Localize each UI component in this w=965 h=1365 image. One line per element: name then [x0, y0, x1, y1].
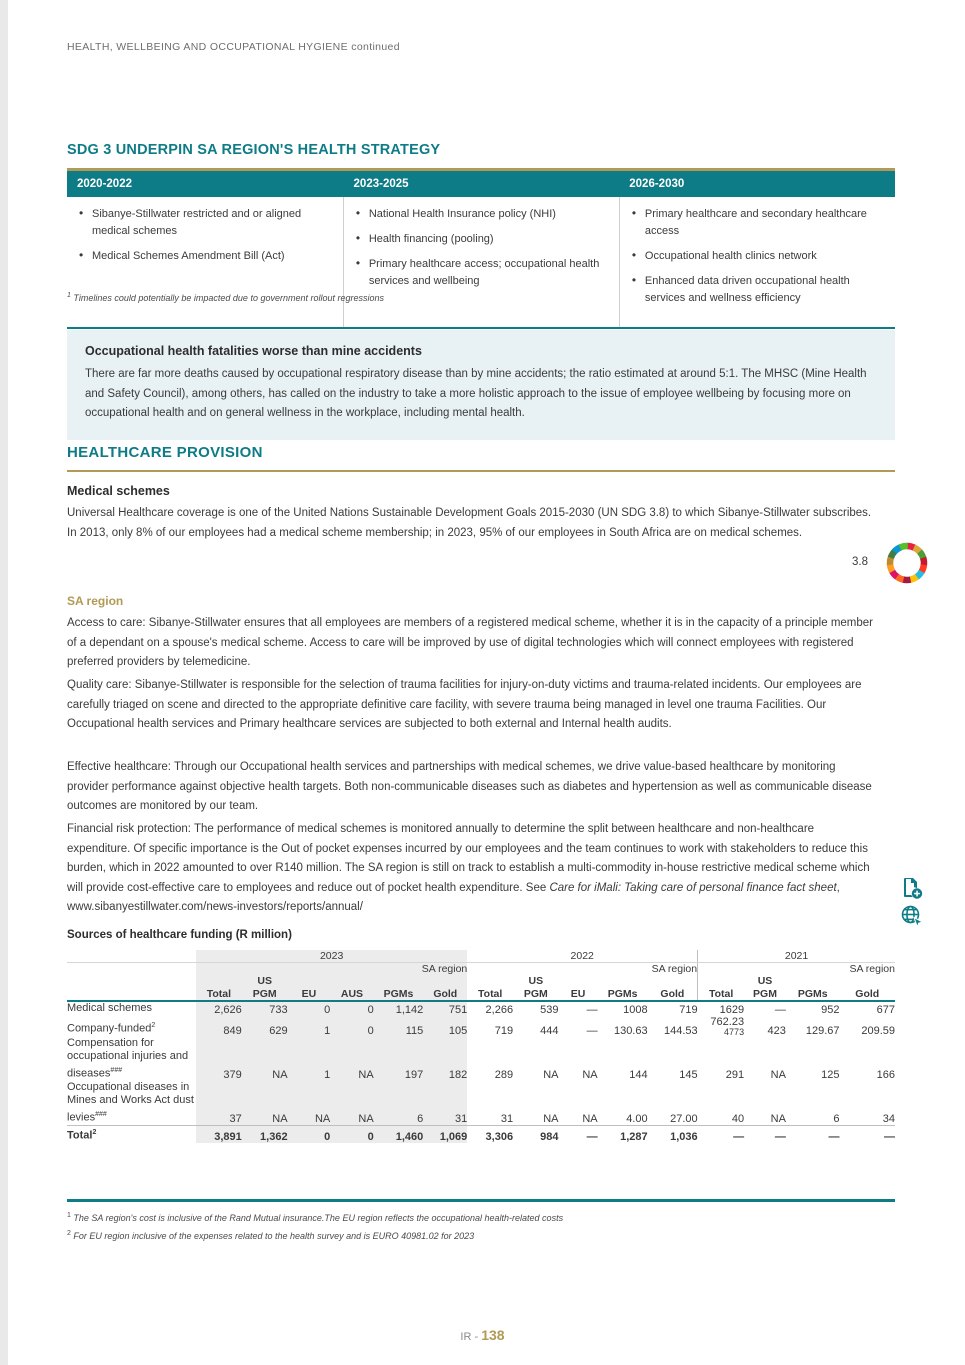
running-header: HEALTH, WELLBEING AND OCCUPATIONAL HYGIENE continued [67, 41, 400, 53]
col-2023-aus: AUS [330, 975, 373, 1001]
year-group-2023: 2023 [196, 950, 467, 963]
col-2022-gold: Gold [648, 975, 698, 1001]
cell: 719 [494, 1024, 514, 1037]
cell: NA [242, 1081, 288, 1126]
list-item: • Primary healthcare access; occupational health services and wellbeing [354, 256, 605, 290]
list-item: • Medical Schemes Amendment Bill (Act) [77, 248, 329, 265]
strategy-period-3: 2026-2030 [629, 178, 685, 190]
strategy-table-body [67, 197, 895, 329]
cell: 27.00 [648, 1081, 698, 1126]
strategy-col-2 [343, 197, 619, 327]
subsection-heading: Medical schemes [67, 484, 170, 498]
row-label [67, 1125, 196, 1143]
cell: 0 [330, 1001, 373, 1016]
cell: NA [770, 1068, 786, 1081]
sdg-badge-number: 3.8 [852, 556, 868, 568]
col-2023-pgms: PGMs [374, 975, 424, 1001]
year-row-spacer [67, 950, 196, 963]
financial-text-emphasis: Care for iMali: Taking care of personal finance fact sheet [549, 881, 837, 894]
cell: 1,036 [648, 1125, 698, 1143]
cell: 2,626 [196, 1001, 242, 1016]
strategy-period-2: 2023-2025 [353, 178, 409, 190]
cell: 1629 [719, 1003, 745, 1016]
list-item: • National Health Insurance policy (NHI) [354, 206, 605, 223]
col-2023-total: Total [196, 975, 242, 1001]
cell: 0 [330, 1016, 373, 1037]
cell: 197 [374, 1037, 424, 1081]
callout-box [67, 330, 895, 440]
col-2022-pgms: PGMs [598, 975, 648, 1001]
cell: 719 [679, 1003, 698, 1016]
cell: 849 [196, 1016, 242, 1037]
cell: 3,306 [467, 1125, 513, 1143]
strategy-table-header [67, 171, 895, 197]
cell: 0 [288, 1001, 331, 1016]
row-label-sup: 2 [92, 1128, 97, 1136]
cell: NA [330, 1037, 373, 1081]
cell: 1,362 [242, 1125, 288, 1143]
col-2021-us-pgm: US PGM [744, 975, 786, 1001]
cell: 6 [786, 1081, 840, 1126]
cell: — [698, 1125, 744, 1143]
col-2023-gold: Gold [423, 975, 467, 1001]
footer-prefix: IR - [460, 1331, 482, 1343]
section-heading: HEALTHCARE PROVISION [67, 444, 263, 461]
table-row [67, 1081, 895, 1126]
footnote-marker: 1 [67, 1212, 71, 1219]
section-rule [67, 470, 895, 472]
paragraph-access-to-care: Access to care: Sibanye-Stillwater ensures that all employees are members of a registered medical scheme, whether it is in the capacity of a principle member of a dependant on a spouse's medical scheme. Access to care will be improved by use of digital technologies which will connect employees with registered preferred providers by telemedicine. [67, 617, 873, 668]
cell: 4.00 [598, 1081, 648, 1126]
footnote-text: Timelines could potentially be impacted due to government rollout regressions [73, 293, 385, 303]
cell: NA [543, 1068, 559, 1081]
page-footer [0, 1327, 965, 1343]
intro-paragraph: Universal Healthcare coverage is one of the United Nations Sustainable Development Goals 2015-2030 (UN SDG 3.8) to which Sibanye-Stillwater subscribes. In 2013, only 8% of our employees had a medical scheme membership; in 2023, 95% of our employees in South Africa are on medical schemes. [67, 507, 872, 539]
financial-text-a: Financial risk protection: The performance of medical schemes is monitored annually to determine the split between healthcare and non-healthcare expenditure. Of specific importance is the Out of pocket expenses incurred by our employees and the team continues to work with stakeholders to reduce this burden, which in 2022 amounted to over R140 million. The SA region is still on track to establish a multi-commodity in-house restrictive medical scheme which will provide cost-effective care to employees and reduce out of pocket health expenditure. See [67, 823, 870, 894]
sa-region-2023: SA region [196, 963, 467, 976]
cell: 984 [513, 1125, 558, 1143]
strategy-footnote [67, 292, 384, 303]
cell: — [558, 1125, 597, 1143]
cell: 209.59 [861, 1024, 895, 1037]
cell: 1,460 [374, 1125, 424, 1143]
col-2022-eu: EU [558, 975, 597, 1001]
col-2022-us-pgm: US PGM [513, 975, 558, 1001]
cell: — [586, 1024, 598, 1037]
col-2021-pgms: PGMs [786, 975, 840, 1001]
year-group-2021: 2021 [698, 950, 895, 963]
row-label-sup: ### [110, 1066, 123, 1074]
footnote-text: The SA region's cost is inclusive of the Rand Mutual insurance.The EU region reflects the occupational health-related costs [73, 1213, 564, 1223]
cell: 34 [840, 1081, 896, 1126]
cell: — [586, 1003, 598, 1016]
cell: 1 [288, 1016, 331, 1037]
row-label-sup: 2 [151, 1022, 156, 1030]
row-label-text: Company-funded [67, 1023, 152, 1035]
cell: 1,287 [598, 1125, 648, 1143]
cell: NA [288, 1081, 331, 1126]
paragraph-quality-care: Quality care: Sibanye-Stillwater is responsible for the selection of trauma facilities for injury-on-duty victims and trauma-related incidents. Our employees are carefully triaged on scene and directed to the appropriate definitive care facility, with severe trauma being managed in level one trauma Facilities. Our Occupational health services and Primary healthcare services are subjected to both external and Internal health audits. [67, 679, 862, 730]
cell: 144 [629, 1068, 648, 1081]
cell: 629 [242, 1016, 288, 1037]
cell: NA [582, 1068, 598, 1081]
table-footnotes [67, 1208, 563, 1244]
cell: 1,142 [374, 1001, 424, 1016]
table-total-row [67, 1125, 895, 1143]
sa-region-2022: SA region [651, 963, 698, 975]
cell: 105 [423, 1016, 467, 1037]
cell: 1008 [623, 1003, 648, 1016]
table-column-header-row [67, 975, 895, 1001]
cell: NA [744, 1081, 786, 1126]
row-label [67, 1037, 196, 1081]
row-label: Medical schemes [67, 1002, 152, 1014]
callout-title: Occupational health fatalities worse than mine accidents [85, 344, 422, 358]
strategy-col-3 [619, 197, 895, 327]
col-2021-gold: Gold [840, 975, 896, 1001]
table-row [67, 1016, 895, 1037]
row-label [67, 1016, 196, 1037]
healthcare-funding-table [67, 950, 895, 1143]
cell: 677 [876, 1003, 895, 1016]
sa-row-spacer [67, 963, 196, 976]
cell: 40 [698, 1081, 744, 1126]
cell-stacked [698, 1016, 744, 1037]
list-item: • Primary healthcare and secondary healthcare access [630, 206, 881, 240]
table-sa-region-row [67, 963, 895, 976]
cell: 3,891 [196, 1125, 242, 1143]
strategy-heading: SDG 3 UNDERPIN SA REGION'S HEALTH STRATEGY [67, 142, 441, 158]
financial-text-b: , www.sibanyestillwater.com/news-investors/reports/annual/ [67, 881, 840, 913]
cell: 379 [196, 1037, 242, 1081]
cell: — [774, 1003, 786, 1016]
cell: NA [242, 1037, 288, 1081]
cell: 6 [374, 1081, 424, 1126]
year-group-2022: 2022 [467, 950, 697, 963]
col-2023-eu: EU [288, 975, 331, 1001]
cell: 2,266 [485, 1003, 514, 1016]
sdg-wheel-icon [884, 540, 930, 586]
list-item: • Sibanye-Stillwater restricted and or aligned medical schemes [77, 206, 329, 240]
cell-primary: 762.23 [710, 1015, 745, 1028]
sa-region-label: SA region [67, 594, 124, 608]
cell: 1,069 [423, 1125, 467, 1143]
cell: 289 [494, 1068, 514, 1081]
cell: 129.67 [805, 1024, 840, 1037]
table-footnote-2 [67, 1226, 563, 1244]
cell: 423 [767, 1024, 786, 1037]
cell-secondary: 4773 [724, 1026, 745, 1037]
sa-region-2021: SA region [698, 963, 895, 976]
row-label [67, 1081, 196, 1126]
table-row [67, 1001, 895, 1016]
strategy-col-1 [67, 197, 343, 327]
row-label-sup: ### [95, 1110, 107, 1118]
cell: — [744, 1125, 786, 1143]
row-label-text: Compensation for occupational injuries and diseases [67, 1036, 189, 1080]
cell: 31 [467, 1081, 513, 1126]
cell: 0 [330, 1125, 373, 1143]
cell: 0 [288, 1125, 331, 1143]
cell: 751 [423, 1001, 467, 1016]
side-icon-group [900, 876, 934, 932]
strategy-table [67, 168, 895, 329]
col-2023-us-pgm: US PGM [242, 975, 288, 1001]
cell: 166 [876, 1068, 895, 1081]
page-number: 138 [481, 1327, 505, 1343]
list-item: • Occupational health clinics network [630, 248, 881, 265]
strategy-period-1: 2020-2022 [77, 178, 132, 190]
cell: — [840, 1125, 896, 1143]
cell: NA [513, 1081, 558, 1126]
table-year-group-row [67, 950, 895, 963]
footnote-marker: 1 [67, 292, 71, 299]
table-footnote-1 [67, 1208, 563, 1226]
col-2021-total: Total [698, 975, 744, 1001]
footnote-text: For EU region inclusive of the expenses related to the health survey and is EURO 40981.02 for 2023 [73, 1231, 475, 1241]
cell: NA [330, 1081, 373, 1126]
cell: 145 [679, 1068, 698, 1081]
cell: 444 [540, 1024, 559, 1037]
globe-cursor-icon[interactable] [900, 904, 934, 928]
row-label-text: Total [67, 1129, 93, 1142]
cell: 144.53 [663, 1024, 698, 1037]
cell: 539 [540, 1003, 559, 1016]
cell: 115 [374, 1016, 424, 1037]
cell: 733 [242, 1001, 288, 1016]
document-add-icon[interactable] [900, 876, 934, 900]
row-label-text: Occupational diseases in Mines and Works Act dust levies [67, 1080, 194, 1124]
column-header-label [67, 975, 196, 1001]
cell: 130.63 [613, 1024, 648, 1037]
table-row [67, 1037, 895, 1081]
cell: 952 [821, 1003, 840, 1016]
cell: 291 [725, 1068, 745, 1081]
list-item: • Enhanced data driven occupational health services and wellness efficiency [630, 273, 881, 307]
paragraph-effective-healthcare: Effective healthcare: Through our Occupational health services and partnerships with medical schemes, we drive value-based healthcare by monitoring provider performance against objective health targets. Both non-communicable diseases such as diabetes and hypertension as well as communicable disease outcomes are monitored by our team. [67, 761, 872, 812]
cell: — [786, 1125, 840, 1143]
table-bottom-rule [67, 1199, 895, 1202]
callout-body: There are far more deaths caused by occupational respiratory disease than by mine accidents; the ratio estimated at around 5:1. The MHSC (Mine Health and Safety Council), among others, has called on the industry to take a more holistic approach to the issue of employee wellbeing by focusing more on occupational health and on general wellness in the workplace, including mental health. [85, 368, 867, 419]
cell: 31 [423, 1081, 467, 1126]
cell: 1 [288, 1037, 331, 1081]
cell: 182 [423, 1037, 467, 1081]
list-item: • Health financing (pooling) [354, 231, 605, 248]
cell: 125 [821, 1068, 840, 1081]
cell: 37 [196, 1081, 242, 1126]
footnote-marker: 2 [67, 1230, 71, 1237]
paragraph-financial-risk [67, 820, 877, 918]
table-title: Sources of healthcare funding (R million) [67, 929, 292, 941]
col-2022-total: Total [467, 975, 513, 1001]
cell: NA [558, 1081, 597, 1126]
